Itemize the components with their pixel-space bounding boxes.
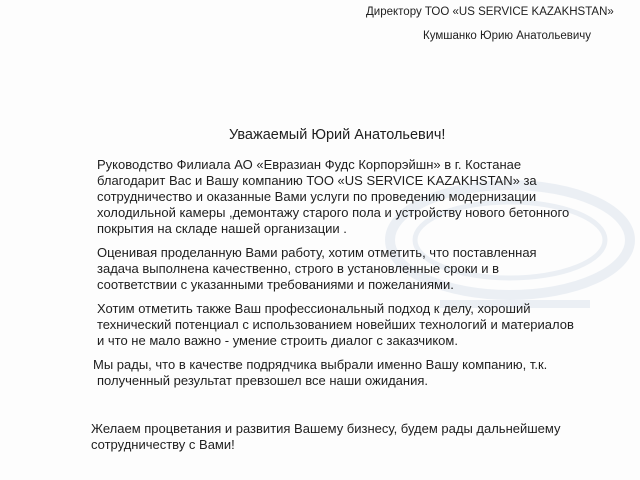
paragraph-1-line-4: холодильной камеры ,демонтажу старого пола и устройству нового бетонного — [97, 205, 570, 220]
greeting: Уважаемый Юрий Анатольевич! — [229, 127, 446, 143]
paragraph-3-line-2: технический потенциал с использованием новейших технологий и материалов — [97, 317, 574, 332]
paragraph-3-line-1: Хотим отметить также Ваш профессиональный подход к делу, хороший — [97, 301, 531, 316]
paragraph-4-line-2: полученный результат превзошел все наши ожидания. — [97, 373, 429, 388]
addressee-line-1: Директору ТОО «US SERVICE KAZAKHSTAN» — [366, 6, 614, 18]
paragraph-4-line-1: Мы рады, что в качестве подрядчика выбрали именно Вашу компанию, т.к. — [93, 357, 548, 372]
paragraph-3-line-3: и что не мало важно - умение строить диалог с заказчиком. — [97, 333, 458, 348]
paragraph-2-line-3: соответствии с указанными требованиями и пожеланиями. — [97, 277, 454, 292]
paragraph-2-line-1: Оценивая проделанную Вами работу, хотим отметить, что поставленная — [97, 245, 537, 260]
paragraph-5-line-2: сотрудничеству с Вами! — [91, 437, 235, 452]
paragraph-1-line-1: Руководство Филиала АО «Евразиан Фудс Корпорэйшн» в г. Костанае — [97, 157, 522, 172]
paragraph-5-line-1: Желаем процветания и развития Вашему бизнесу, будем рады дальнейшему — [91, 421, 561, 436]
paragraph-1-line-2: благодарит Вас и Вашу компанию ТОО «US SERVICE KAZAKHSTAN» за — [97, 173, 537, 188]
paragraph-1-line-3: сотрудничество и оказанные Вами услуги по проведению модернизации — [97, 189, 537, 204]
paragraph-1-line-5: покрытия на складе нашей организации . — [97, 221, 347, 236]
addressee-line-2: Кумшанко Юрию Анатольевичу — [423, 30, 592, 42]
paragraph-2-line-2: задача выполнена качественно, строго в установленные сроки и в — [97, 261, 500, 276]
